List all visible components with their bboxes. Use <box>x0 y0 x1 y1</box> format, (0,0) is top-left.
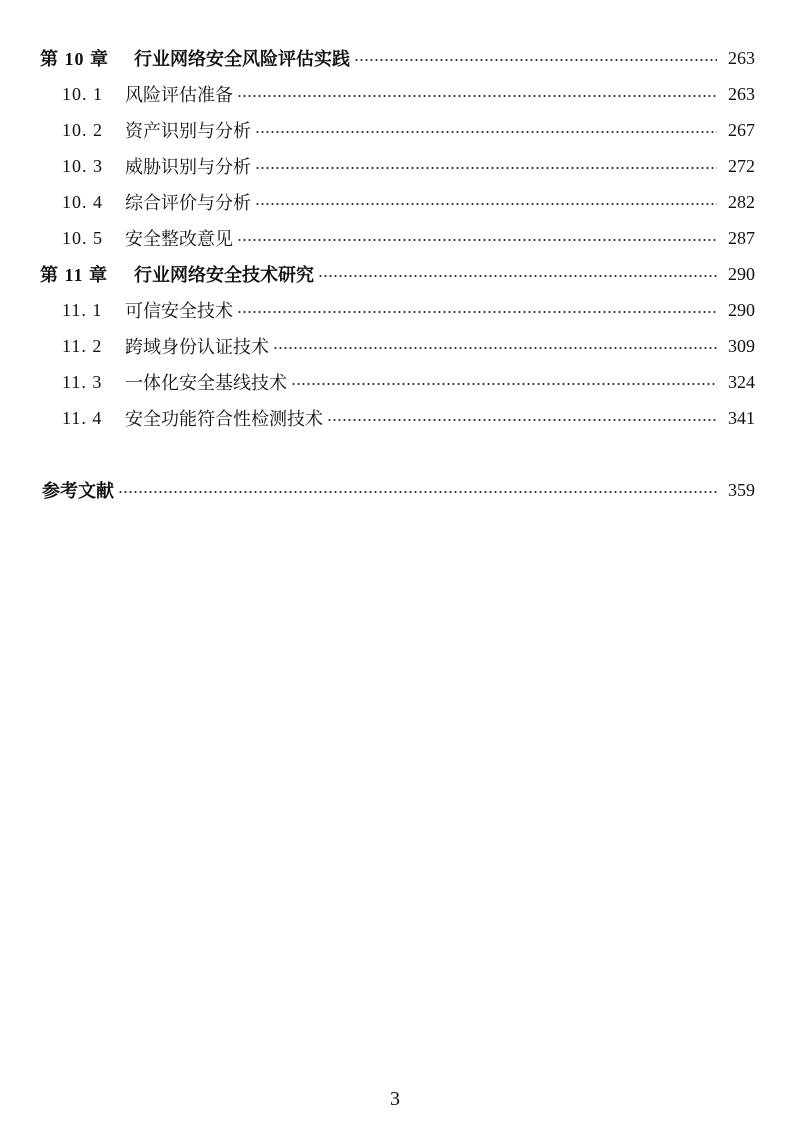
page-ref: 341 <box>728 407 755 428</box>
toc-section-10-5[interactable] <box>62 221 755 255</box>
chapter-number: 第 11 章 <box>40 265 109 285</box>
page-ref: 263 <box>728 47 755 68</box>
toc-section-10-3[interactable] <box>62 149 755 183</box>
chapter-title: 行业网络安全风险评估实践 <box>134 49 350 70</box>
section-number: 10. 5 <box>62 227 103 248</box>
section-number: 11. 3 <box>62 371 103 392</box>
dot-leader <box>237 95 717 97</box>
section-title: 风险评估准备 <box>125 85 233 106</box>
section-number: 11. 1 <box>62 299 103 320</box>
toc-section-10-2[interactable] <box>62 113 755 147</box>
toc-chapter-11[interactable] <box>40 257 755 291</box>
dot-leader <box>354 59 717 61</box>
dot-leader <box>318 275 717 277</box>
dot-leader <box>237 311 717 313</box>
section-title: 综合评价与分析 <box>125 193 251 214</box>
page-ref: 272 <box>728 155 755 176</box>
dot-leader <box>255 131 717 133</box>
chapter-number: 第 10 章 <box>40 49 109 69</box>
section-title: 安全整改意见 <box>125 229 233 250</box>
page-number: 3 <box>390 1088 400 1110</box>
section-number: 10. 1 <box>62 83 103 104</box>
page-ref: 282 <box>728 191 755 212</box>
toc-chapter-10[interactable] <box>40 41 755 75</box>
dot-leader <box>237 239 717 241</box>
section-title: 威胁识别与分析 <box>125 157 251 178</box>
references-title: 参考文献 <box>42 481 114 502</box>
section-title: 可信安全技术 <box>125 301 233 322</box>
dot-leader <box>291 383 717 385</box>
chapter-title: 行业网络安全技术研究 <box>134 265 314 286</box>
toc-section-11-2[interactable] <box>62 329 755 363</box>
toc-section-10-4[interactable] <box>62 185 755 219</box>
toc-section-11-3[interactable] <box>62 365 755 399</box>
page-ref: 287 <box>728 227 755 248</box>
section-number: 11. 2 <box>62 335 103 356</box>
page-ref: 324 <box>728 371 755 392</box>
section-number: 10. 4 <box>62 191 103 212</box>
toc-references[interactable] <box>42 473 755 507</box>
page-ref: 359 <box>728 479 755 500</box>
page-ref: 290 <box>728 299 755 320</box>
page-ref: 309 <box>728 335 755 356</box>
dot-leader <box>255 203 717 205</box>
toc-section-11-4[interactable] <box>62 401 755 435</box>
section-number: 10. 3 <box>62 155 103 176</box>
page-ref: 290 <box>728 263 755 284</box>
page-ref: 263 <box>728 83 755 104</box>
page-ref: 267 <box>728 119 755 140</box>
section-title: 资产识别与分析 <box>125 121 251 142</box>
dot-leader <box>255 167 717 169</box>
toc-section-11-1[interactable] <box>62 293 755 327</box>
section-number: 10. 2 <box>62 119 103 140</box>
section-number: 11. 4 <box>62 407 103 428</box>
dot-leader <box>273 347 717 349</box>
section-title: 跨域身份认证技术 <box>125 337 269 358</box>
section-title: 安全功能符合性检测技术 <box>125 409 323 430</box>
toc-section-10-1[interactable] <box>62 77 755 111</box>
dot-leader <box>327 419 717 421</box>
section-title: 一体化安全基线技术 <box>125 373 287 394</box>
dot-leader <box>118 491 717 493</box>
